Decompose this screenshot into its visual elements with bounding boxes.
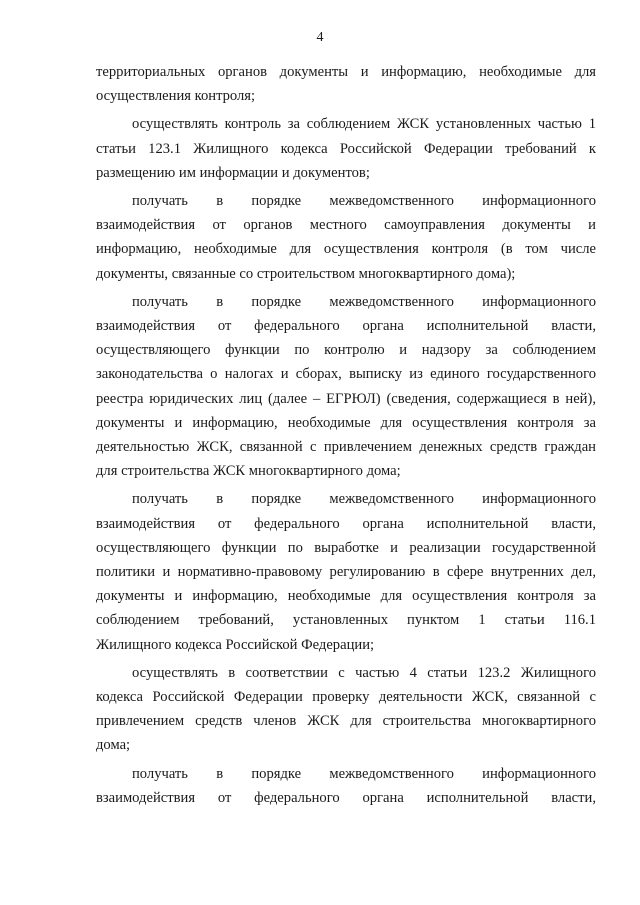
text-line: осуществлять в соответствии с частью 4 статьи 123.2 Жилищного: [132, 664, 596, 681]
paragraph-5: [96, 487, 596, 656]
paragraph-3: [96, 189, 596, 286]
paragraph-6: [96, 661, 596, 758]
text-line: политики и нормативно-правовому регулированию в сфере внутренних дел,: [96, 564, 596, 581]
text-line: получать в порядке межведомственного информационного: [132, 293, 596, 310]
text-line: соблюдением требований, установленных пунктом 1 статьи 116.1: [96, 612, 596, 629]
document-body: [96, 60, 596, 814]
paragraph-7: [96, 762, 596, 810]
text-line: дома;: [96, 737, 131, 754]
text-line: взаимодействия от федерального органа исполнительной власти,: [96, 318, 596, 335]
text-line: получать в порядке межведомственного информационного: [132, 193, 596, 210]
text-line: информацию, необходимые для осуществления контроля (в том числе: [96, 241, 596, 258]
text-line: осуществляющего функции по контролю и надзору за соблюдением: [96, 342, 596, 359]
text-line: документы и информацию, необходимые для осуществления контроля за: [96, 588, 596, 605]
text-line: получать в порядке межведомственного информационного: [132, 491, 596, 508]
paragraph-2: [96, 112, 596, 185]
text-line: размещению им информации и документов;: [96, 164, 370, 181]
text-line: деятельностью ЖСК, связанной с привлечением денежных средств граждан: [96, 439, 596, 456]
text-line: реестра юридических лиц (далее – ЕГРЮЛ) (сведения, содержащиеся в ней),: [96, 390, 596, 407]
text-line: территориальных органов документы и информацию, необходимые для: [96, 64, 596, 80]
text-line: статьи 123.1 Жилищного кодекса Российской Федерации требований к: [96, 140, 596, 157]
paragraph-4: [96, 290, 596, 484]
text-line: взаимодействия от федерального органа исполнительной власти,: [96, 515, 596, 532]
paragraph-1: [96, 60, 596, 108]
text-line: получать в порядке межведомственного информационного: [132, 765, 596, 782]
text-line: для строительства ЖСК многоквартирного дома;: [96, 463, 401, 480]
text-line: документы, связанные со строительством многоквартирного дома);: [96, 265, 516, 282]
text-line: Жилищного кодекса Российской Федерации;: [96, 636, 375, 653]
text-line: взаимодействия от федерального органа исполнительной власти,: [96, 789, 596, 806]
text-line: взаимодействия от органов местного самоуправления документы и: [96, 217, 596, 234]
text-line: привлечением средств членов ЖСК для строительства многоквартирного: [96, 713, 596, 730]
text-line: осуществляющего функции по выработке и реализации государственной: [96, 539, 596, 556]
text-line: осуществления контроля;: [96, 88, 256, 105]
text-line: кодекса Российской Федерации проверку деятельности ЖСК, связанной с: [96, 689, 596, 706]
text-line: законодательства о налогах и сборах, выписку из единого государственного: [96, 366, 596, 383]
text-line: документы и информацию, необходимые для осуществления контроля за: [96, 414, 596, 431]
page-number: 4: [316, 30, 324, 45]
text-line: осуществлять контроль за соблюдением ЖСК установленных частью 1: [132, 116, 596, 133]
